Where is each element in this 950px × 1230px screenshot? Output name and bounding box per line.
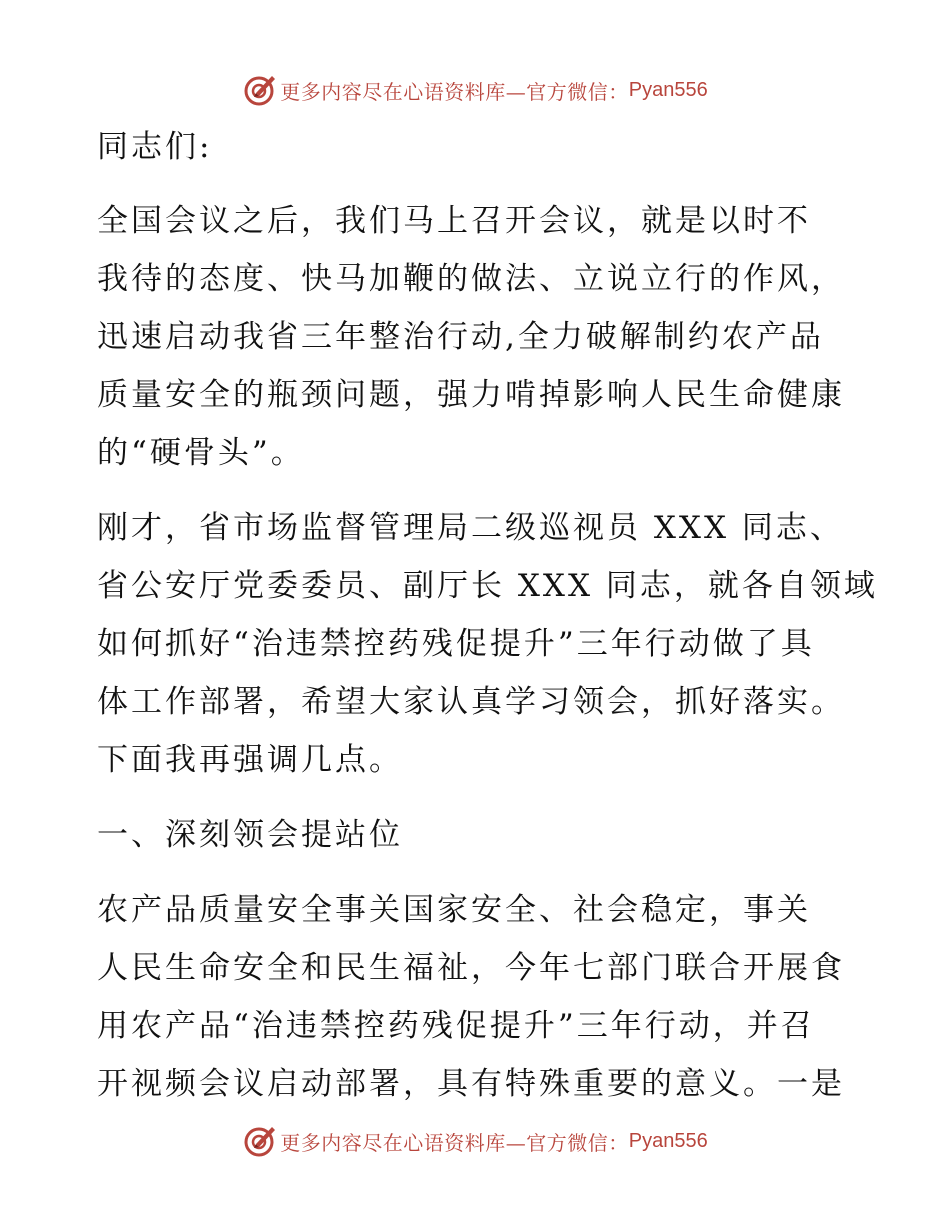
watermark-banner-bottom <box>0 1121 950 1161</box>
salutation: 同志们: <box>97 129 213 165</box>
text-line: 如何抓好“治违禁控药残促提升”三年行动做了具 <box>97 626 815 662</box>
text-line: 人民生命安全和民生福祉，今年七部门联合开展食 <box>97 950 845 986</box>
watermark-banner-top <box>0 70 950 110</box>
pen-logo-icon <box>242 73 276 107</box>
text-line: 省公安厅党委委员、副厅长 XXX 同志，就各自领域 <box>97 568 878 604</box>
pen-logo-icon <box>242 1124 276 1158</box>
text-line: 全国会议之后，我们马上召开会议，就是以时不 <box>97 203 811 239</box>
text-line: 刚才，省市场监督管理局二级巡视员 XXX 同志、 <box>97 510 844 546</box>
text-line: 农产品质量安全事关国家安全、社会稳定，事关 <box>97 892 811 928</box>
section-heading: 一、深刻领会提站位 <box>97 817 403 853</box>
text-line: 开视频会议启动部署，具有特殊重要的意义。一是 <box>97 1066 845 1102</box>
text-line: 迅速启动我省三年整治行动,全力破解制约农产品 <box>97 319 824 355</box>
watermark-text: 更多内容尽在心语资料库—官方微信： <box>280 1130 629 1155</box>
watermark-id: Pyan556 <box>628 1129 708 1152</box>
text-line: 体工作部署，希望大家认真学习领会，抓好落实。 <box>97 684 845 720</box>
text-line: 的“硬骨头”。 <box>97 435 305 471</box>
watermark-id: Pyan556 <box>628 78 708 101</box>
text-line: 用农产品“治违禁控药残促提升”三年行动，并召 <box>97 1008 815 1044</box>
text-line: 我待的态度、快马加鞭的做法、立说立行的作风， <box>97 261 845 297</box>
text-line: 下面我再强调几点。 <box>97 742 403 778</box>
text-line: 质量安全的瓶颈问题，强力啃掉影响人民生命健康 <box>97 377 845 413</box>
watermark-text: 更多内容尽在心语资料库—官方微信： <box>280 79 629 104</box>
